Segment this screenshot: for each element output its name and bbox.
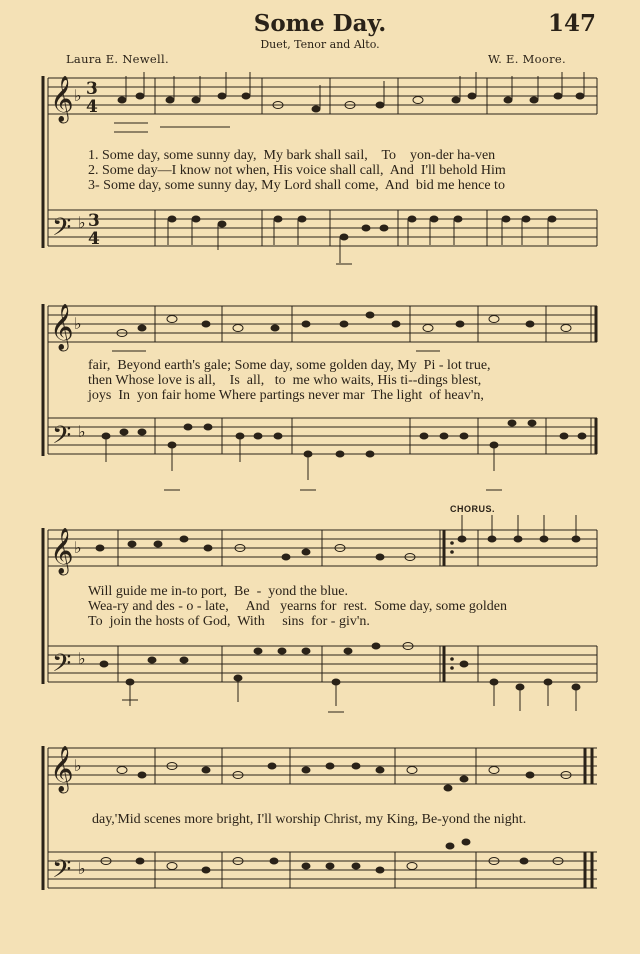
system-2-treble-staff — [48, 306, 597, 342]
song-subtitle: Duet, Tenor and Alto. — [260, 38, 380, 51]
system-3-verse-3: To join the hosts of God, With sins for - giv'n. — [88, 614, 370, 629]
svg-text:𝄞: 𝄞 — [50, 76, 74, 122]
svg-text:♭: ♭ — [74, 314, 82, 333]
lyricist-credit: Laura E. Newell. — [66, 52, 169, 66]
system-1-treble-staff — [48, 78, 597, 114]
svg-text:4: 4 — [86, 97, 98, 117]
system-4-bass-staff — [48, 852, 597, 888]
svg-text:♭: ♭ — [78, 859, 86, 878]
page-number: 147 — [547, 10, 596, 37]
system-2-verse-1: fair, Beyond earth's gale; Some day, some golden day, My Pi - lot true, — [88, 358, 491, 373]
svg-text:♭: ♭ — [78, 422, 86, 441]
svg-text:4: 4 — [88, 229, 100, 249]
svg-text:𝄞: 𝄞 — [50, 528, 74, 574]
system-1-verse-1: 1. Some day, some sunny day, My bark shall sail, To yon-der ha-ven — [88, 148, 496, 163]
system-2-verse-3: joys In yon fair home Where partings never mar The light of heav'n, — [88, 388, 484, 403]
song-title: Some Day. — [253, 10, 387, 37]
system-4-treble-staff — [48, 748, 597, 784]
svg-text:3: 3 — [88, 211, 100, 231]
svg-text:♭: ♭ — [74, 538, 82, 557]
svg-text:♭: ♭ — [78, 649, 86, 668]
svg-text:♭: ♭ — [78, 213, 86, 232]
svg-text:𝄢: 𝄢 — [52, 421, 72, 456]
system-1-verse-2: 2. Some day—I know not when, His voice shall call, And I'll behold Him — [88, 163, 506, 178]
system-1-bass-staff — [48, 210, 597, 246]
svg-text:𝄞: 𝄞 — [50, 746, 74, 792]
system-4-chorus-line: day,'Mid scenes more bright, I'll worship Christ, my King, Be-yond the night. — [92, 812, 527, 827]
composer-credit: W. E. Moore. — [487, 52, 566, 66]
key-signatures — [74, 86, 86, 878]
system-3-verse-1: Will guide me in-to port, Be - yond the blue. — [88, 584, 348, 599]
svg-text:𝄢: 𝄢 — [52, 855, 72, 890]
chorus-label: CHORUS. — [450, 504, 496, 514]
system-2-verse-2: then Whose love is all, Is all, to me who waits, His ti--dings blest, — [88, 373, 482, 388]
system-1-verse-3: 3- Some day, some sunny day, My Lord shall come, And bid me hence to — [88, 178, 505, 193]
clefs — [50, 76, 74, 890]
svg-text:3: 3 — [86, 79, 98, 99]
svg-text:♭: ♭ — [74, 756, 82, 775]
svg-text:𝄢: 𝄢 — [52, 213, 72, 248]
system-3-verse-2: Wea-ry and des - o - late, And yearns for rest. Some day, some golden — [88, 599, 508, 614]
svg-text:𝄢: 𝄢 — [52, 649, 72, 684]
svg-text:𝄞: 𝄞 — [50, 304, 74, 350]
svg-text:♭: ♭ — [74, 86, 82, 105]
